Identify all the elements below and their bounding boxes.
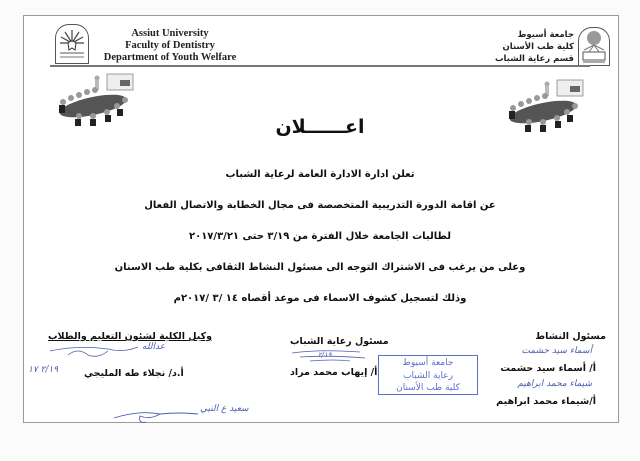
dean-signature-scribble — [110, 402, 200, 424]
arabic-header-line: قسم رعاية الشباب — [495, 54, 574, 64]
english-header-line: Assiut University — [131, 28, 209, 39]
arabic-header-line: كلية طب الأسنان — [502, 42, 574, 52]
announcement-line: تعلن ادارة الادارة العامة لرعاية الشباب — [225, 169, 415, 180]
announcement-line: عن اقامة الدورة التدريبية المتخصصة فى مجال الخطابة والاتصال الفعال — [144, 200, 496, 211]
stamp-line: رعاية الشباب — [403, 370, 453, 381]
arabic-header — [454, 29, 574, 65]
university-seal-icon — [578, 27, 610, 66]
arabic-header-line: جامعة أسيوط — [517, 30, 574, 40]
university-seal-icon — [55, 24, 89, 64]
english-header — [95, 28, 245, 64]
stamp-line: كلية طب الأسنان — [396, 383, 460, 393]
vice-dean-handwritten-date: ٢/١٩ ١٧ — [28, 365, 59, 375]
vice-dean-handwritten-note: عدالله — [142, 342, 166, 352]
announcement-title: اعــــــلان — [275, 116, 365, 138]
vice-dean-name: أ.د/ نجلاء طه المليجي — [84, 368, 184, 379]
announcement-line: وعلى من يرغب فى الاشتراك التوجه الى مسئول النشاط الثقافى بكلية طب الاسنان — [114, 262, 526, 273]
header-divider — [50, 65, 590, 67]
vice-dean-title: وكيل الكلية لشئون التعليم والطلاب — [48, 331, 213, 342]
vice-dean-signature-scribble — [48, 343, 148, 359]
youth-officer-name: أ/ إيهاب محمد مراد — [290, 367, 378, 378]
dean-handwritten-name: سعيد ع النبي — [200, 404, 249, 414]
youth-handwritten-date: ٢/١٩ — [318, 351, 332, 359]
youth-officer-title: مسئول رعاية الشباب — [290, 336, 389, 347]
stamp-line: جامعة أسيوط — [402, 358, 454, 368]
english-header-line: Department of Youth Welfare — [103, 52, 237, 63]
activity-officer-title: مسئول النشاط — [535, 331, 606, 342]
official-stamp — [378, 355, 478, 395]
announcement-line: وذلك لتسجيل كشوف الاسماء فى موعد أقصاه ١٤ /٣ /٢٠١٧م — [173, 293, 467, 304]
english-header-line: Faculty of Dentistry — [125, 40, 215, 51]
activity-officer-name: أ/ أسماء سيد حشمت — [500, 363, 596, 374]
announcement-line: لطالبات الجامعة خلال الفترة من ٣/١٩ حتى ٢٠١٧/٣/٢١ — [189, 231, 451, 242]
activity-officer-name: أ/شيماء محمد ابراهيم — [496, 396, 596, 407]
activity-handwritten-signature: شيماء محمد ابراهيم — [517, 379, 592, 389]
activity-handwritten-signature: أسماء سيد حشمت — [521, 346, 592, 356]
